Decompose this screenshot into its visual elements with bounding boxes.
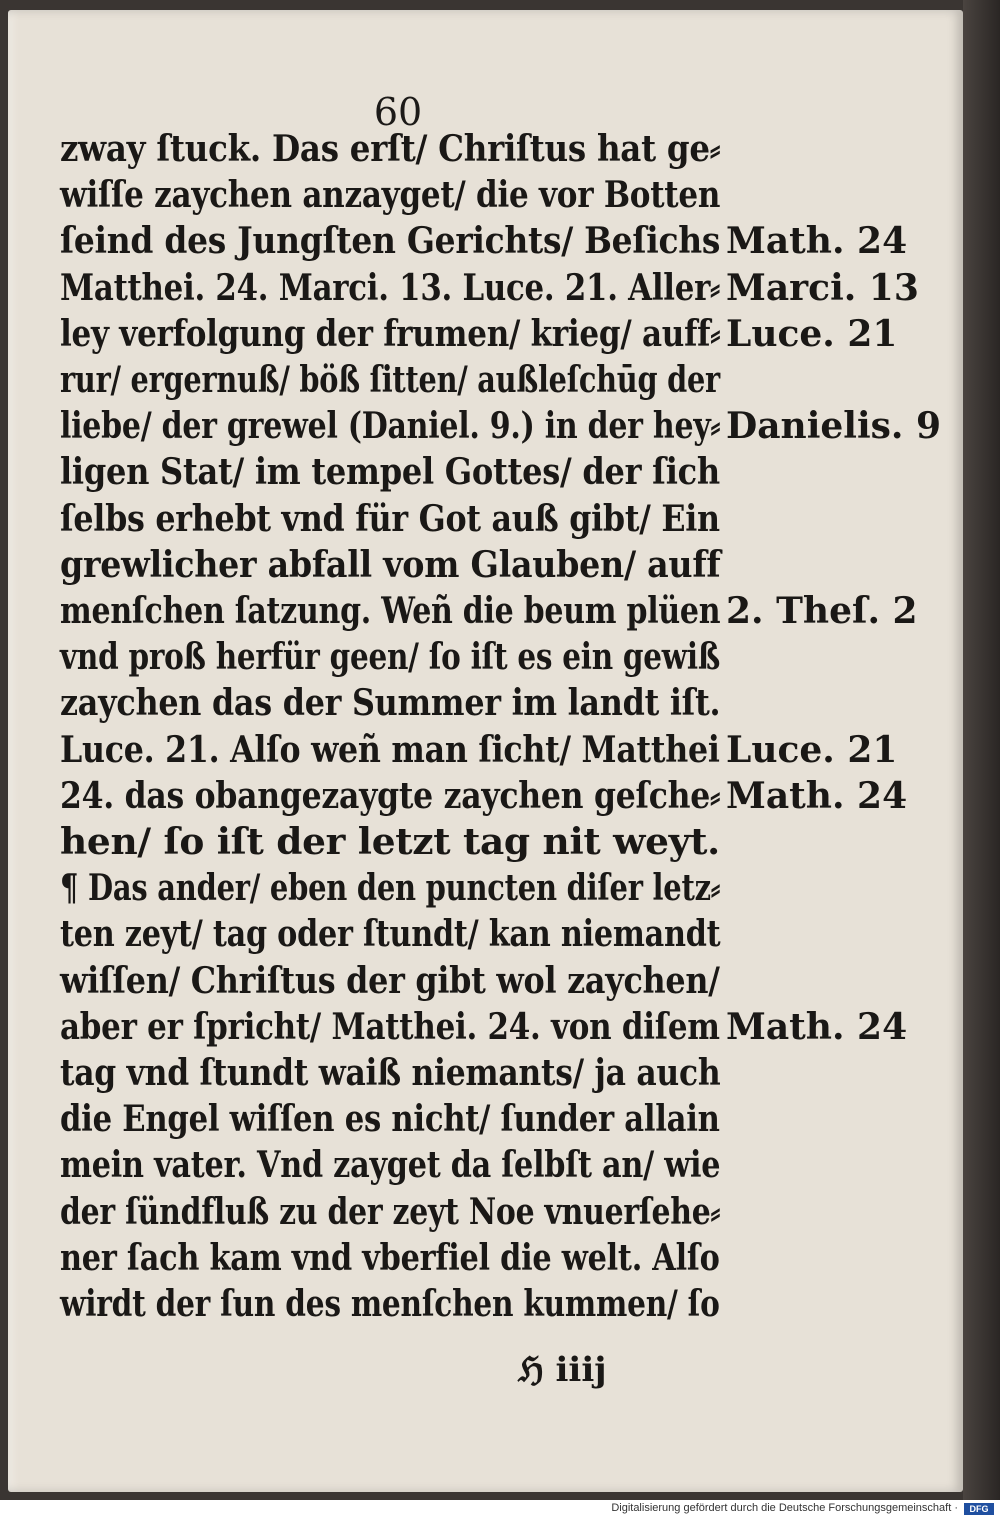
credit-bar bbox=[0, 1500, 1000, 1518]
dfg-logo: DFG bbox=[964, 1503, 994, 1515]
margin-note: Math. 24 bbox=[726, 1005, 908, 1048]
text-line: menſchen ſatzung. Weñ die beum plüen bbox=[60, 590, 721, 632]
margin-note: Math. 24 bbox=[726, 220, 908, 263]
margin-note: 2. Theſ. 2 bbox=[726, 590, 918, 632]
text-line: 24. das obangezaygte zaychen geſche⸗ bbox=[60, 774, 721, 817]
book-gutter bbox=[963, 0, 1000, 1500]
text-line: rur/ ergernuß/ böß ſitten/ außleſchūg der bbox=[60, 359, 720, 401]
margin-note: Math. 24 bbox=[726, 774, 908, 817]
text-line: zway ſtuck. Das erſt/ Chriſtus hat ge⸗ bbox=[60, 128, 721, 170]
text-line: tag vnd ſtundt waiß niemants/ ja auch bbox=[60, 1052, 721, 1094]
text-line: vnd proß herfür geen/ ſo iſt es ein gewiß bbox=[60, 636, 721, 679]
text-line: ley verfolgung der frumen/ krieg/ auff⸗ bbox=[60, 312, 721, 355]
text-line: liebe/ der grewel (Daniel. 9.) in der hey⸗ bbox=[60, 405, 721, 448]
margin-note: Luce. 21 bbox=[726, 312, 898, 355]
signature-mark: ℌ iiij bbox=[518, 1350, 607, 1390]
text-line: die Engel wiſſen es nicht/ ſunder allain bbox=[60, 1098, 720, 1141]
text-line: ſeind des Jungſten Gerichts/ Beſichs bbox=[60, 220, 721, 263]
text-line: ſelbs erhebt vnd für Got auß gibt/ Ein bbox=[60, 497, 720, 540]
text-line: ner ſach kam vnd vberfiel die welt. Alſo bbox=[60, 1236, 720, 1279]
text-line: der ſündfluß zu der zeyt Noe vnuerſehe⸗ bbox=[60, 1190, 721, 1233]
text-line: ten zeyt/ tag oder ſtundt/ kan niemandt bbox=[60, 913, 721, 956]
margin-note: Marci. 13 bbox=[726, 266, 919, 309]
text-line: hen/ ſo iſt der letzt tag nit weyt. bbox=[60, 821, 720, 863]
text-line: mein vater. Vnd zayget da ſelbſt an/ wie bbox=[60, 1144, 721, 1187]
text-line: grewlicher abfall vom Glauben/ auff bbox=[60, 543, 721, 586]
credit-text: Digitalisierung gefördert durch die Deutsche Forschungsgemeinschaft · bbox=[611, 1502, 958, 1514]
margin-note: Danielis. 9 bbox=[726, 405, 942, 448]
book-page bbox=[8, 10, 963, 1492]
margin-note: Luce. 21 bbox=[726, 728, 898, 771]
text-line: Matthei. 24. Marci. 13. Luce. 21. Aller⸗ bbox=[60, 266, 721, 309]
text-line: zaychen das der Summer im landt iſt. bbox=[60, 682, 721, 725]
text-line: wirdt der ſun des menſchen kummen/ ſo bbox=[60, 1283, 720, 1325]
text-line: ligen Stat/ im tempel Gottes/ der ſich bbox=[60, 451, 720, 494]
text-line: aber er ſpricht/ Matthei. 24. von diſem bbox=[60, 1005, 720, 1048]
text-line: ¶ Das ander/ eben den puncten diſer letz⸗ bbox=[60, 867, 721, 910]
text-line: wiſſe zaychen anzayget/ die vor Botten bbox=[60, 174, 721, 217]
text-line: Luce. 21. Alſo weñ man ſicht/ Matthei bbox=[60, 728, 720, 771]
text-line: wiſſen/ Chriſtus der gibt wol zaychen/ bbox=[60, 959, 720, 1002]
page-number: 60 bbox=[373, 90, 423, 134]
